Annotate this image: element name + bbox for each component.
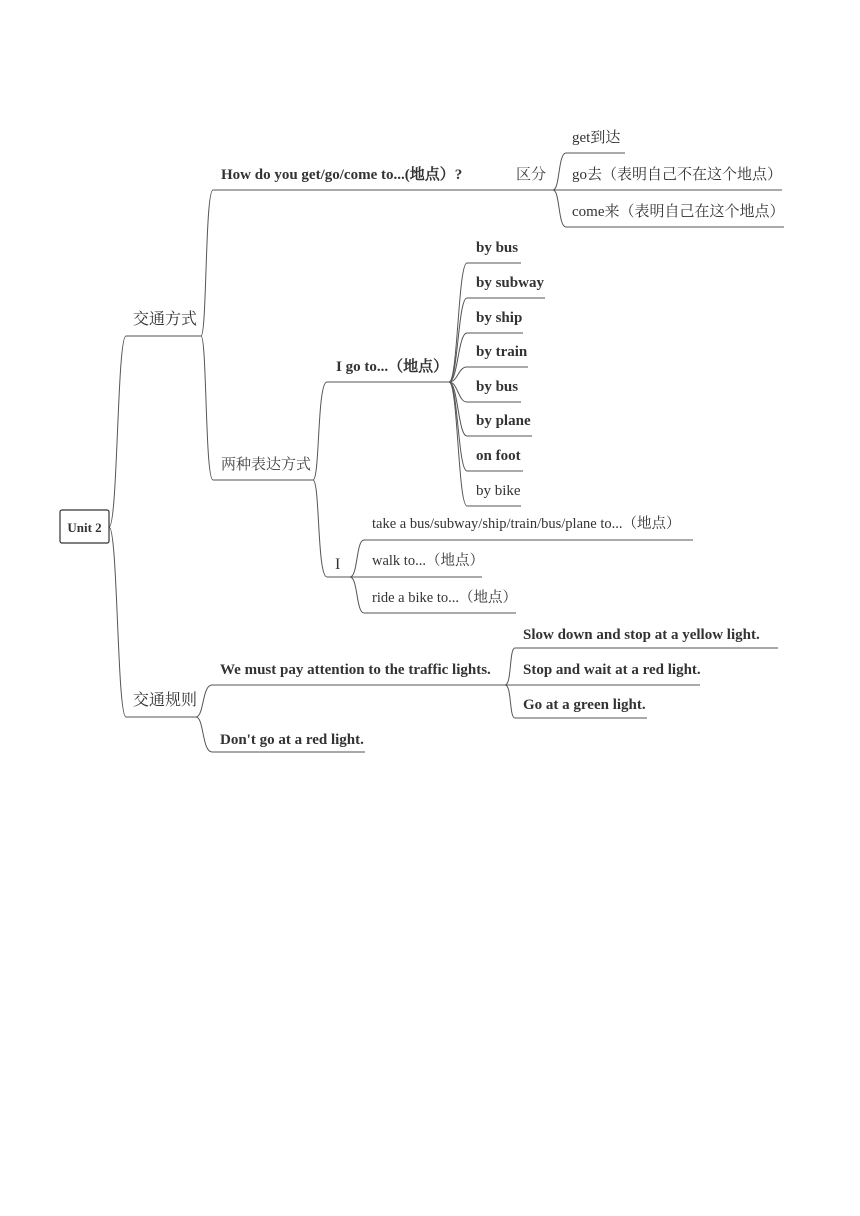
dont-red-light-label: Don't go at a red light.: [220, 732, 364, 748]
i-phrase-item: walk to...（地点）: [372, 553, 484, 569]
root-label: Unit 2: [67, 520, 102, 535]
i-phrase-item: take a bus/subway/ship/train/bus/plane to...（地点）: [372, 516, 681, 532]
transport-mode-item: by bike: [476, 483, 521, 499]
distinguish-item: go去（表明自己不在这个地点）: [572, 167, 783, 183]
i-phrase-item: ride a bike to...（地点）: [372, 590, 517, 606]
branch-rules-label: 交通规则: [133, 690, 198, 709]
transport-mode-item: by subway: [476, 275, 544, 291]
traffic-light-rule: Stop and wait at a red light.: [523, 662, 701, 678]
distinguish-item: get到达: [572, 130, 621, 146]
transport-mode-item: by plane: [476, 413, 531, 429]
i-label: I: [335, 556, 341, 573]
transport-mode-item: by train: [476, 344, 528, 360]
transport-mode-item: on foot: [476, 448, 521, 464]
distinguish-label: 区分: [516, 165, 547, 183]
transport-mode-item: by ship: [476, 310, 523, 326]
root-node: [60, 510, 109, 543]
distinguish-item: come来（表明自己在这个地点）: [572, 204, 785, 220]
branch-transport-label: 交通方式: [133, 309, 198, 328]
two-ways-label: 两种表达方式: [221, 455, 312, 473]
traffic-lights-label: We must pay attention to the traffic lights.: [220, 662, 491, 678]
traffic-light-rule: Slow down and stop at a yellow light.: [523, 627, 760, 643]
traffic-light-rule: Go at a green light.: [523, 697, 646, 713]
i-go-to-label: I go to...（地点）: [336, 359, 449, 375]
transport-mode-item: by bus: [476, 379, 519, 395]
transport-mode-item: by bus: [476, 240, 519, 256]
question-label: How do you get/go/come to...(地点）?: [221, 167, 463, 183]
